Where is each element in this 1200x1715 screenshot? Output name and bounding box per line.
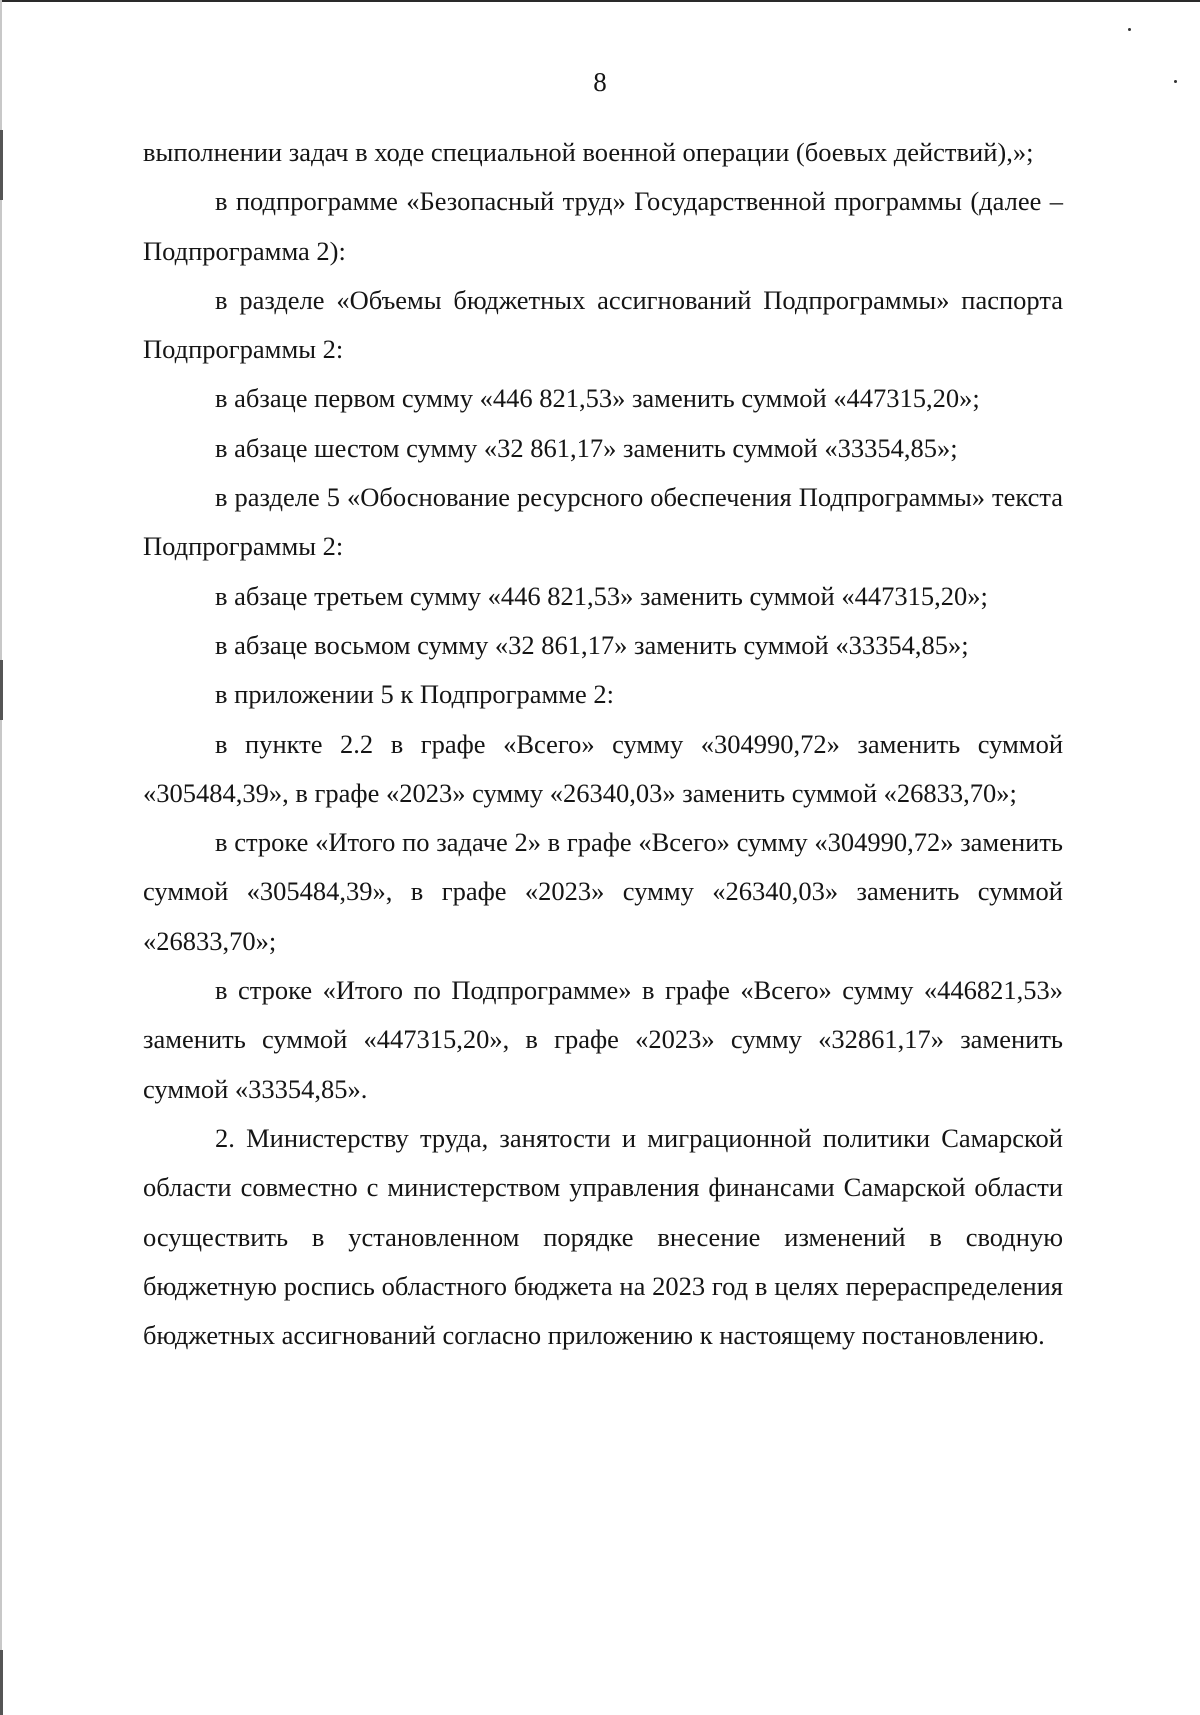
scan-left-mark [0,660,3,720]
paragraph-1: выполнении задач в ходе специальной военной операции (боевых действий),»; [143,137,1034,167]
paragraph-2: в подпрограмме «Безопасный труд» Государственной программы (далее – Подпрограмма 2): [143,186,1063,266]
paragraph-11: в строке «Итого по задаче 2» в графе «Всего» сумму «304990,72» заменить суммой «305484,39», в графе «2023» сумму «26340,03» заменить суммой «26833,70»; [143,827,1063,956]
paragraph-8: в абзаце восьмом сумму «32 861,17» заменить суммой «33354,85»; [215,629,969,660]
document-body [143,128,1063,1360]
paragraph-5: в абзаце шестом сумму «32 861,17» заменить суммой «33354,85»; [215,432,958,463]
scan-left-mark [0,130,3,200]
scan-speck [1128,28,1131,31]
paragraph-12: в строке «Итого по Подпрограмме» в графе «Всего» сумму «446821,53» заменить суммой «447315,20», в графе «2023» сумму «32861,17» заменить суммой «33354,85». [143,975,1063,1104]
scan-left-mark [0,1650,3,1715]
paragraph-3: в разделе «Объемы бюджетных ассигнований Подпрограммы» паспорта Подпрограммы 2: [143,284,1063,365]
paragraph-7: в абзаце третьем сумму «446 821,53» заменить суммой «447315,20»; [215,580,988,611]
paragraph-9: в приложении 5 к Подпрограмме 2: [215,679,615,710]
paragraph-13: 2. Министерству труда, занятости и миграционной политики Самарской области совместно с министерством управления финансами Самарской области осуществить в установленном порядке внесение изменений в сводную бюджетную роспись областного бюджета на 2023 год в целях перераспределения бюджетных ассигнований согласно приложению к настоящему постановлению. [143,1122,1063,1351]
page-number: 8 [593,67,607,97]
paragraph-6: в разделе 5 «Обоснование ресурсного обеспечения Подпрограммы» текста Подпрограммы 2: [143,482,1063,562]
paragraph-4: в абзаце первом сумму «446 821,53» заменить суммой «447315,20»; [215,383,980,414]
scan-left-edge [0,0,2,1715]
paragraph-10: в пункте 2.2 в графе «Всего» сумму «304990,72» заменить суммой «305484,39», в графе «2023» сумму «26340,03» заменить суммой «26833,70»; [143,728,1063,808]
scan-top-edge [0,0,1200,2]
